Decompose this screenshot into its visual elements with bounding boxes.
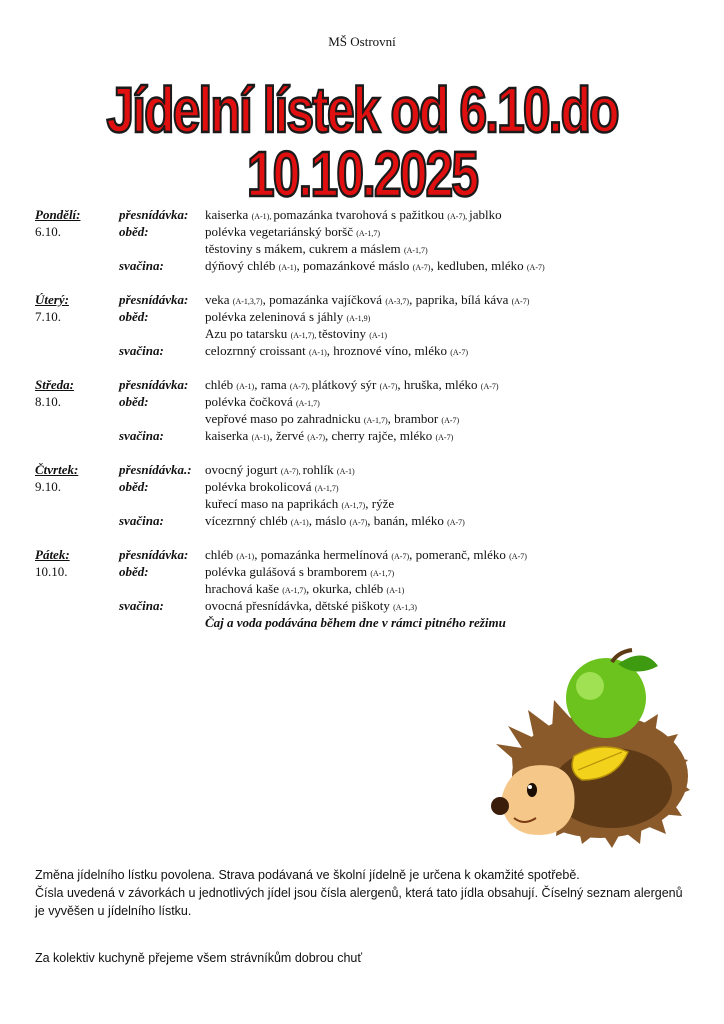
meal-label: svačina: <box>119 258 164 273</box>
drinks-note: Čaj a voda podávána během dne v rámci pitného režimu <box>205 615 506 630</box>
food-item: chléb <box>205 377 237 392</box>
meal-items <box>205 478 339 495</box>
page-title: Jídelní lístek od 6.10.do 10.10.2025 <box>106 74 618 210</box>
menu-row <box>35 427 695 444</box>
menu-row <box>35 410 695 427</box>
meal-label: oběd: <box>119 479 149 494</box>
menu-row <box>35 393 695 410</box>
allergen-code: (A-1,7) <box>403 246 428 255</box>
allergen-code: (A-1) <box>290 518 309 527</box>
allergen-code: (A-1) <box>308 348 327 357</box>
spacer <box>35 512 119 529</box>
allergen-code: (A-7) <box>307 433 326 442</box>
food-item: vícezrnný chléb <box>205 513 291 528</box>
allergen-code: (A-3,7) <box>385 297 410 306</box>
food-item: polévka gulášová s bramborem <box>205 564 371 579</box>
meal-label <box>119 240 205 257</box>
meal-label <box>119 410 205 427</box>
footer-notes <box>35 866 695 920</box>
allergen-code: (A-7) <box>511 297 530 306</box>
food-item: , pomazánka hermelínová <box>254 547 392 562</box>
meal-items <box>205 427 453 444</box>
allergen-code: (A-7) <box>447 518 465 527</box>
allergen-code: (A-7) <box>441 416 460 425</box>
allergen-code: (A-7) <box>435 433 454 442</box>
menu-row <box>35 206 695 223</box>
menu-row <box>35 376 695 393</box>
meal-items <box>205 393 320 410</box>
day-block <box>35 376 695 444</box>
food-item: rohlík <box>302 462 337 477</box>
food-item: vepřové maso po zahradnicku <box>205 411 364 426</box>
school-name: MŠ Ostrovní <box>328 34 396 49</box>
meal-label: přesnídávka: <box>119 292 189 307</box>
food-item: , rýže <box>365 496 395 511</box>
meal-label: svačina: <box>119 428 164 443</box>
allergen-code: (A-1,7) <box>363 416 388 425</box>
food-item: , okurka, chléb <box>306 581 387 596</box>
meal-label: svačina: <box>119 598 164 613</box>
menu-row <box>35 478 695 495</box>
spacer <box>35 240 119 257</box>
day-date: 7.10. <box>35 309 61 324</box>
allergen-code: (A-1) <box>251 433 270 442</box>
food-item: , rama <box>254 377 290 392</box>
food-item: kaiserka <box>205 207 252 222</box>
menu-row <box>35 597 695 614</box>
meal-label <box>119 495 205 512</box>
allergen-code: (A-7) <box>391 552 410 561</box>
menu-row <box>35 342 695 359</box>
allergen-code: (A-1) <box>236 552 255 561</box>
allergen-code: (A-7) <box>412 263 431 272</box>
food-item: plátkový sýr <box>311 377 380 392</box>
meal-label: oběd: <box>119 564 149 579</box>
allergen-code: (A-1), <box>251 212 274 221</box>
meal-items <box>205 376 499 393</box>
day-name: Úterý: <box>35 292 69 307</box>
meal-items <box>205 291 529 308</box>
day-block <box>35 546 695 631</box>
food-item: dýňový chléb <box>205 258 279 273</box>
spacer <box>35 325 119 342</box>
food-item: jablko <box>469 207 502 222</box>
allergen-code: (A-7), <box>280 467 303 476</box>
food-item: chléb <box>205 547 237 562</box>
food-item: , paprika, bílá káva <box>409 292 512 307</box>
food-item: těstoviny <box>318 326 370 341</box>
meal-items <box>205 563 394 580</box>
meal-items <box>205 325 387 342</box>
allergen-code: (A-1) <box>236 382 255 391</box>
food-item: , pomeranč, mléko <box>409 547 510 562</box>
menu-row <box>35 240 695 257</box>
meal-label: přesnídávka: <box>119 207 189 222</box>
meal-items <box>205 580 404 597</box>
day-block <box>35 291 695 359</box>
meal-items <box>205 223 380 240</box>
meal-items <box>205 308 370 325</box>
meal-items <box>205 546 527 563</box>
food-item: kuřecí maso na paprikách <box>205 496 342 511</box>
menu-row <box>35 563 695 580</box>
menu-row <box>35 461 695 478</box>
allergen-code: (A-1) <box>386 586 405 595</box>
meal-items <box>205 461 355 478</box>
weekly-menu <box>35 206 695 648</box>
allergen-code: (A-1,7) <box>295 399 320 408</box>
allergen-code: (A-7) <box>349 518 368 527</box>
meal-items <box>205 614 506 631</box>
food-item: , brambor <box>387 411 442 426</box>
meal-label: oběd: <box>119 309 149 324</box>
food-item: kaiserka <box>205 428 252 443</box>
food-item: , pomazánka vajíčková <box>262 292 386 307</box>
spacer <box>35 597 119 614</box>
day-date: 10.10. <box>35 564 68 579</box>
food-item: , banán, mléko <box>367 513 448 528</box>
meal-label: oběd: <box>119 394 149 409</box>
hedgehog-with-apple-icon <box>482 648 692 848</box>
food-item: veka <box>205 292 233 307</box>
meal-label <box>119 614 205 631</box>
food-item: polévka vegetariánský boršč <box>205 224 357 239</box>
meal-label: přesnídávka: <box>119 377 189 392</box>
spacer <box>35 580 119 597</box>
allergen-code: (A-7) <box>450 348 469 357</box>
day-date: 8.10. <box>35 394 61 409</box>
food-item: , žervé <box>269 428 308 443</box>
allergen-code: (A-1,7) <box>356 229 381 238</box>
food-item: , hruška, mléko <box>397 377 481 392</box>
food-item: polévka brokolicová <box>205 479 315 494</box>
allergen-code: (A-1,3,7) <box>232 297 263 306</box>
meal-label: přesnídávka: <box>119 547 189 562</box>
menu-row <box>35 546 695 563</box>
menu-row <box>35 580 695 597</box>
meal-label: svačina: <box>119 343 164 358</box>
allergen-code: (A-1,7) <box>341 501 366 510</box>
menu-row <box>35 614 695 631</box>
meal-items <box>205 512 465 529</box>
menu-row <box>35 223 695 240</box>
food-item: celozrnný croissant <box>205 343 309 358</box>
allergen-code: (A-1,7) <box>282 586 307 595</box>
allergen-code: (A-7) <box>526 263 545 272</box>
spacer <box>35 410 119 427</box>
food-item: hrachová kaše <box>205 581 283 596</box>
allergen-code: (A-1,9) <box>346 314 371 323</box>
meal-items <box>205 240 428 257</box>
day-name: Čtvrtek: <box>35 462 79 477</box>
meal-label: svačina: <box>119 513 164 528</box>
food-item: ovocná přesnídávka, dětské piškoty <box>205 598 394 613</box>
allergen-code: (A-7), <box>447 212 470 221</box>
spacer <box>35 342 119 359</box>
food-item: těstoviny s mákem, cukrem a máslem <box>205 241 404 256</box>
allergen-code: (A-1,3) <box>393 603 417 612</box>
food-item: , kedluben, mléko <box>430 258 527 273</box>
spacer <box>35 427 119 444</box>
meal-label <box>119 580 205 597</box>
day-block <box>35 206 695 274</box>
allergen-code: (A-7) <box>480 382 499 391</box>
menu-row <box>35 257 695 274</box>
menu-row <box>35 291 695 308</box>
food-item: polévka zeleninová s jáhly <box>205 309 347 324</box>
meal-items <box>205 342 468 359</box>
closing-greeting: Za kolektiv kuchyně přejeme všem strávníkům dobrou chuť <box>35 951 363 965</box>
allergen-code: (A-1) <box>336 467 355 476</box>
meal-items <box>205 257 545 274</box>
day-name: Středa: <box>35 377 74 392</box>
menu-row <box>35 512 695 529</box>
food-item: , máslo <box>308 513 350 528</box>
food-item: , pomazánkové máslo <box>296 258 413 273</box>
menu-row <box>35 325 695 342</box>
food-item: pomazánka tvarohová s pažitkou <box>273 207 448 222</box>
food-item: Azu po tatarsku <box>205 326 291 341</box>
meal-items <box>205 495 394 512</box>
day-name: Pátek: <box>35 547 70 562</box>
menu-row <box>35 495 695 512</box>
footer-note-allergens: Čísla uvedená v závorkách u jednotlivých jídel jsou čísla alergenů, která tato jídla obsahují. Číselný seznam alergenů je vyvěšen u jídelního lístku. <box>35 886 683 918</box>
spacer <box>35 614 119 631</box>
food-item: , hroznové víno, mléko <box>326 343 451 358</box>
food-item: , cherry rajče, mléko <box>325 428 436 443</box>
allergen-code: (A-1) <box>369 331 388 340</box>
footer-note-change: Změna jídelního lístku povolena. Strava podávaná ve školní jídelně je určena k okamžité spotřebě. <box>35 868 580 882</box>
day-block <box>35 461 695 529</box>
spacer <box>35 257 119 274</box>
day-date: 6.10. <box>35 224 61 239</box>
meal-items <box>205 597 417 614</box>
allergen-code: (A-1,7), <box>290 331 319 340</box>
menu-row <box>35 308 695 325</box>
food-item: polévka čočková <box>205 394 296 409</box>
allergen-code: (A-7), <box>289 382 312 391</box>
meal-items <box>205 206 502 223</box>
allergen-code: (A-1,7) <box>370 569 395 578</box>
meal-items <box>205 410 459 427</box>
allergen-code: (A-1,7) <box>314 484 339 493</box>
day-name: Pondělí: <box>35 207 81 222</box>
meal-label <box>119 325 205 342</box>
food-item: ovocný jogurt <box>205 462 281 477</box>
allergen-code: (A-7) <box>379 382 398 391</box>
allergen-code: (A-7) <box>509 552 527 561</box>
allergen-code: (A-1) <box>278 263 297 272</box>
meal-label: oběd: <box>119 224 149 239</box>
meal-label: přesnídávka.: <box>119 462 192 477</box>
day-date: 9.10. <box>35 479 61 494</box>
spacer <box>35 495 119 512</box>
